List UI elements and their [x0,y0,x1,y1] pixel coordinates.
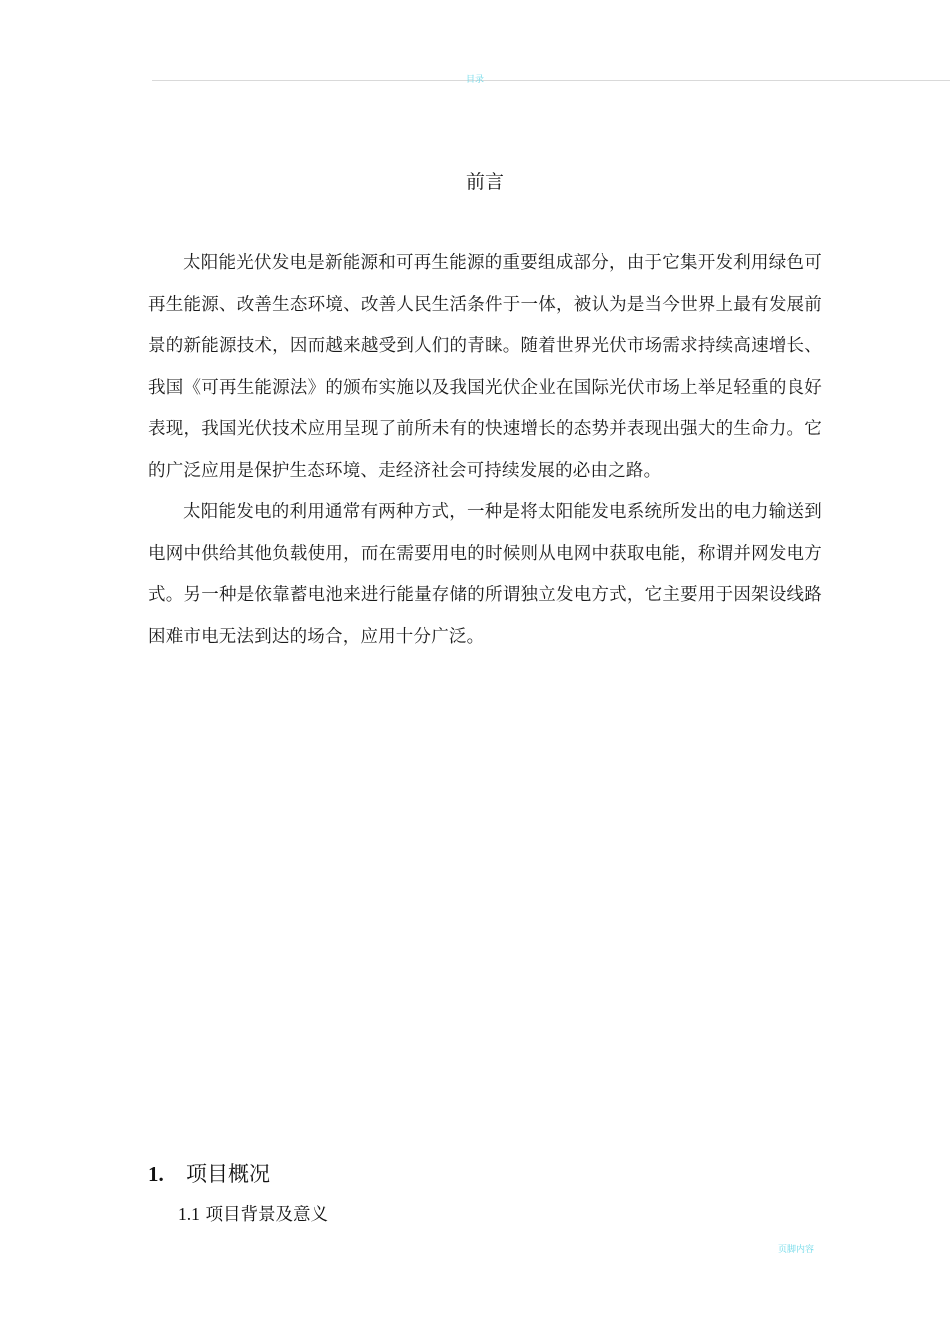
subsection-title: 项目背景及意义 [205,1205,328,1225]
section-title: 项目概况 [186,1162,270,1186]
body-paragraph: 太阳能发电的利用通常有两种方式，一种是将太阳能发电系统所发出的电力输送到电网中供给其他负载使用，而在需要用电的时候则从电网中获取电能，称谓并网发电方式。另一种是依靠蓄电池来进行能量存储的所谓独立发电方式，它主要用于因架设线路困难市电无法到达的场合，应用十分广泛。 [148,502,822,647]
body-paragraph: 太阳能光伏发电是新能源和可再生能源的重要组成部分，由于它集开发利用绿色可再生能源、改善生态环境、改善人民生活条件于一体，被认为是当今世界上最有发展前景的新能源技术，因而越来越受到人们的青睐。随着世界光伏市场需求持续高速增长、我国《可再生能源法》的颁布实施以及我国光伏企业在国际光伏市场上举足轻重的良好表现，我国光伏技术应用呈现了前所未有的快速增长的态势并表现出强大的生命力。它的广泛应用是保护生态环境、走经济社会可持续发展的必由之路。 [148,253,822,481]
page-footer: 页脚内容 [778,1245,815,1255]
subsection-number: 1.1 [178,1204,200,1224]
section-number: 1. [148,1162,164,1186]
document-title: 前言 [465,171,504,193]
page-header: 目录 [465,75,484,85]
subsection-heading [178,1200,328,1229]
section-heading [148,1158,270,1190]
document-body [148,243,822,658]
